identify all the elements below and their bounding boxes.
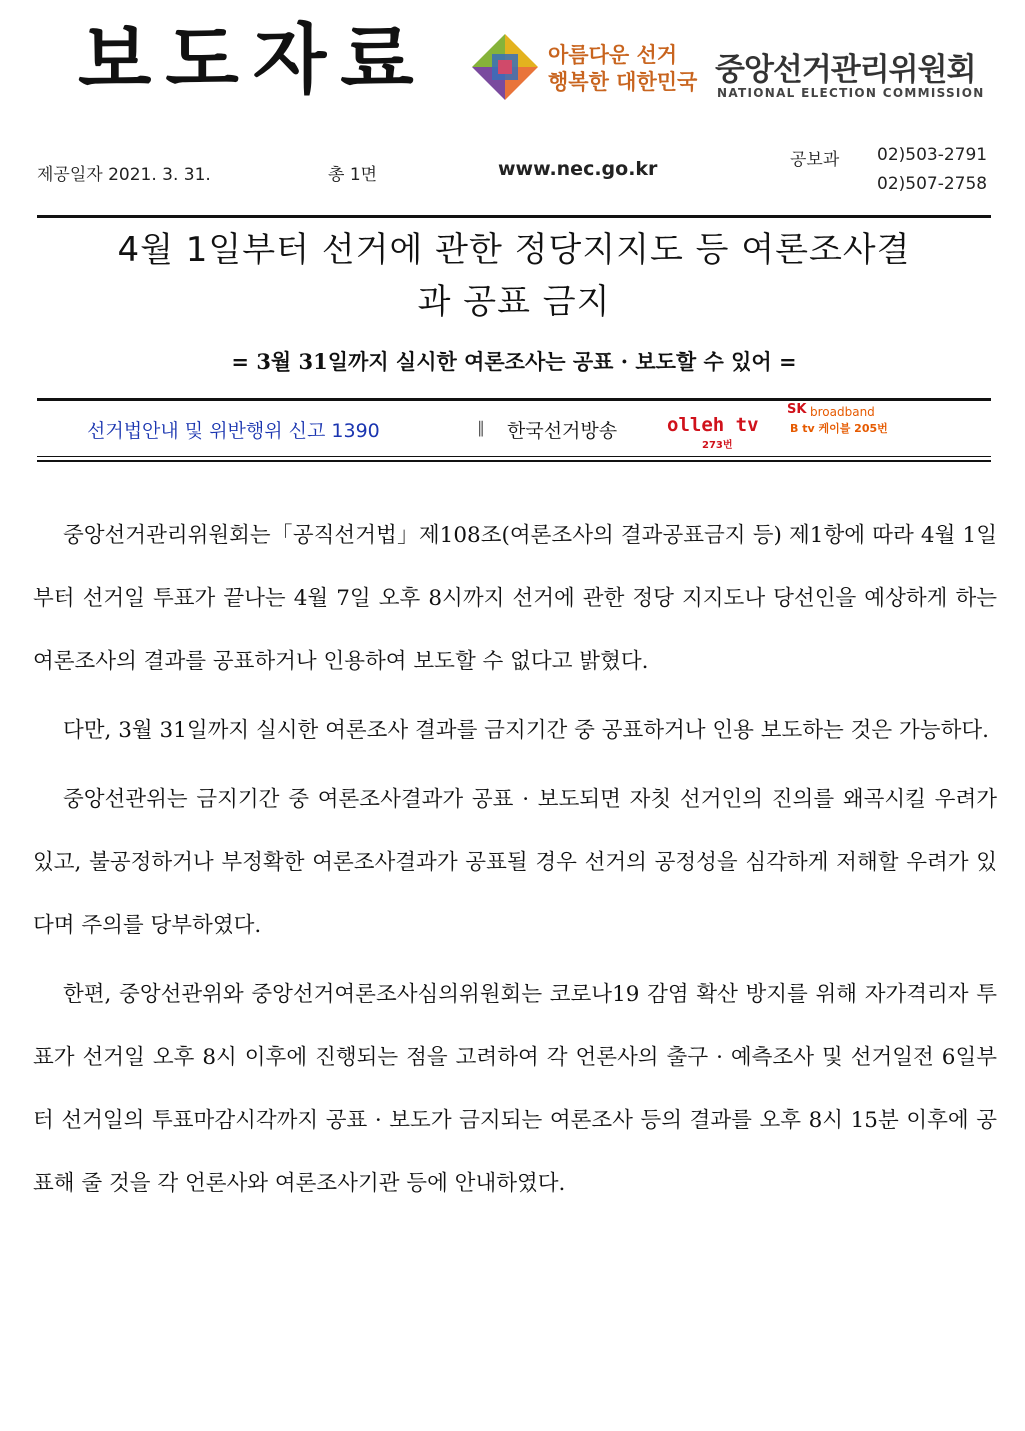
release-date: 제공일자 2021. 3. 31. [37,165,211,185]
headline-line2: 과 공표 금지 [417,282,611,322]
olleh-tv-logo: olleh tv [667,414,759,436]
slogan [548,42,697,96]
separator: ∥ [477,418,485,437]
btv-channel: B tv 케이블 205번 [790,422,888,435]
paragraph: 중앙선관위는 금지기간 중 여론조사결과가 공표 · 보도되면 자칫 선거인의 진의를 왜곡시킬 우려가 있고, 불공정하거나 부정확한 여론조사결과가 공표될 경우 선거의 공정성을 심각하게 저해할 우려가 있다며 주의를 당부하였다. [33,787,997,938]
top-rule [37,215,991,218]
phone-1: 02)503-2791 [877,145,988,165]
sk-logo: SK [787,402,807,417]
headline-line1: 4월 1일부터 선거에 관한 정당지지도 등 여론조사결 [117,230,911,270]
article-body [33,504,997,1221]
website-url: www.nec.go.kr [498,158,658,180]
paragraph: 한편, 중앙선관위와 중앙선거여론조사심의위원회는 코로나19 감염 확산 방지를 위해 자가격리자 투표가 선거일 오후 8시 이후에 진행되는 점을 고려하여 각 언론사의 출구 · 예측조사 및 선거일전 6일부터 선거일의 투표마감시각까지 공표 · 보도가 금지되는 여론조사 등의 결과를 오후 8시 15분 이후에 공표해 줄 것을 각 언론사와 여론조사기관 등에 안내하였다. [33,982,997,1196]
page-count: 총 1면 [328,165,378,185]
org-name-ko: 중앙선거관리위원회 [715,52,976,88]
slogan-line1: 아름다운 선거 [548,43,678,67]
paragraph: 중앙선거관리위원회는「공직선거법」제108조(여론조사의 결과공표금지 등) 제1항에 따라 4월 1일부터 선거일 투표가 끝나는 4월 7일 오후 8시까지 선거에 관한 정당 지지도나 당선인을 예상하게 하는 여론조사의 결과를 공표하거나 인용하여 보도할 수 없다고 밝혔다. [33,523,997,674]
org-name-en: NATIONAL ELECTION COMMISSION [717,86,985,100]
info-banner [37,402,991,451]
banner-top-rule [37,398,991,401]
headline [37,224,991,328]
olleh-channel: 273번 [702,440,733,451]
press-release-title: 보도자료 [78,15,428,104]
nec-kite-logo-icon [470,32,540,102]
slogan-line2: 행복한 대한민국 [548,70,698,94]
department: 공보과 [790,150,840,170]
election-broadcast: 한국선거방송 [507,420,618,442]
sk-broadband-logo: broadband [810,405,875,419]
phone-2: 02)507-2758 [877,174,988,194]
banner-bottom-rule-2 [37,460,991,462]
report-hotline: 선거법안내 및 위반행위 신고 1390 [87,420,380,442]
banner-bottom-rule-1 [37,456,991,457]
subtitle: = 3월 31일까지 실시한 여론조사는 공표 · 보도할 수 있어 = [231,349,797,374]
paragraph: 다만, 3월 31일까지 실시한 여론조사 결과를 금지기간 중 공표하거나 인용 보도하는 것은 가능하다. [63,718,989,743]
